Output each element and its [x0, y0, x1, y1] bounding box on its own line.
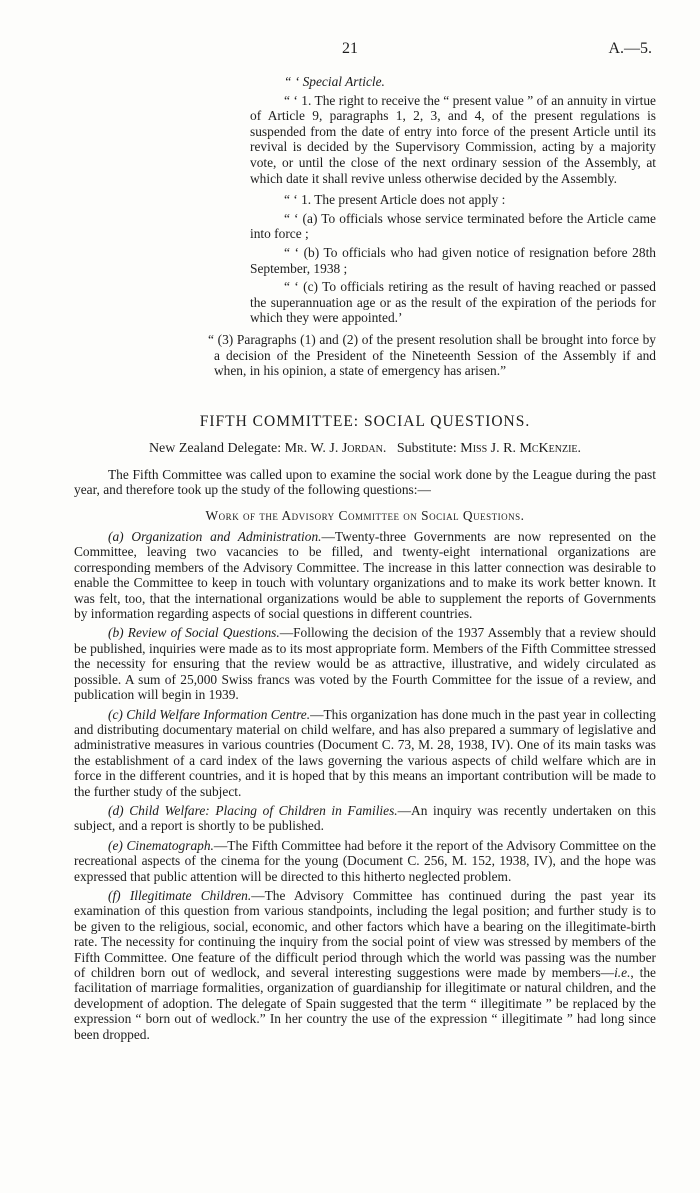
page-number: 21 [342, 40, 358, 57]
intro-paragraph: The Fifth Committee was called upon to examine the social work done by the League during the past year, and therefore took up the study of the following questions:— [74, 466, 656, 498]
quote-paragraph-1: “ ‘ 1. The right to receive the “ present value ” of an annuity in virtue of Article 9, paragraphs 1, 2, 3, and 4, of the present regulations is suspended from the date of entry into force of the present Article until its revival is decided by the Supervisory Commission, acting by a majority vote, or until the close of the next ordinary session of the Assembly, at which date it shall revive unless otherwise decided by the Assembly. [250, 92, 656, 186]
delegate-name: Mr. W. J. Jordan. [284, 441, 387, 457]
delegates-line [74, 441, 656, 456]
quoted-resolution [208, 74, 656, 385]
paragraph-f-title: (f) Illegitimate Children. [108, 887, 252, 903]
fifth-committee-section [74, 414, 656, 1046]
quote-item-a: “ ‘ (a) To officials whose service terminated before the Article came into force ; [250, 210, 656, 242]
paragraph-c-title: (c) Child Welfare Information Centre. [108, 706, 311, 722]
paragraph-d: (d) Child Welfare: Placing of Children in Families.—An inquiry was recently undertaken on this subject, and a report is shortly to be published. [74, 802, 656, 834]
paragraph-e-title: (e) Cinematograph. [108, 837, 214, 853]
paragraph-a: (a) Organization and Administration.—Twenty-three Governments are now represented on the Committee, leaving two vacancies to be filled, and twenty-eight international organizations are corresponding members of the Advisory Committee. The increase in this latter connection was desirable to enable the Committee to keep in touch with voluntary organizations and to make its work better known. It was felt, too, that the international organizations would be able to supplement the reports of Governments by information regarding aspects of social questions in different countries. [74, 529, 656, 622]
substitute-name: Miss J. R. McKenzie. [460, 441, 582, 457]
special-article-title: “ ‘ Special Article. [284, 74, 385, 89]
quote-paragraph-2: “ ‘ 1. The present Article does not apply : [284, 192, 506, 208]
substitute-label: Substitute: [396, 441, 457, 457]
section-heading: FIFTH COMMITTEE: SOCIAL QUESTIONS. [199, 413, 531, 430]
delegate-label: New Zealand Delegate: [148, 441, 282, 457]
quote-item-b: “ ‘ (b) To officials who had given notice of resignation before 28th September, 1938 ; [250, 244, 656, 276]
paragraph-d-title: (d) Child Welfare: Placing of Children in Families. [108, 802, 398, 818]
paragraph-c: (c) Child Welfare Information Centre.—This organization has done much in the past year in collecting and distributing documentary material on child welfare, and has also prepared a summary of legislative and administrative measures in various countries (Document C. 73, M. 28, 1938, IV). One of its main tasks was the establishment of a card index of the laws governing the various aspects of child welfare which are in force in the different countries, and it is hoped that by this means an important contribution will be made to the further study of the subject. [74, 706, 657, 799]
paragraph-b-title: (b) Review of Social Questions. [108, 625, 280, 641]
paragraph-b: (b) Review of Social Questions.—Following the decision of the 1937 Assembly that a review should be published, inquiries were made as to its most appropriate form. Members of the Fifth Committee stressed the necessity for ensuring that the review would be as attractive, illustrative, and widely circulated as possible. A sum of 25,000 Swiss francs was voted by the Fourth Committee for the issue of a review, and publication will begin in 1939. [74, 625, 656, 703]
document-reference: A.—5. [608, 40, 652, 57]
paragraph-a-title: (a) Organization and Administration. [108, 529, 322, 545]
quote-paragraph-3: “ (3) Paragraphs (1) and (2) of the present resolution shall be brought into force by a decision of the President of the Nineteenth Session of the Assembly if and when, in his opinion, a state of emergency has arisen.” [208, 331, 656, 379]
paragraph-f: (f) Illegitimate Children.—The Advisory Committee has continued during the past year its examination of this question from various standpoints, including the legal position; and further study is to be given to the religious, social, economic, and other factors which have a bearing on the illegitimate-birth rate. The necessity for continuing the inquiry from the social point of view was stressed by members of the Fifth Committee. One feature of the difficult period through which the world was passing was the number of children born out of wedlock, and several interesting suggestions were made by members—i.e., the facilitation of marriage formalities, organization of guardianship for illegitimate or natural children, and the development of adoption. The delegate of Spain suggested that the term “ illegitimate ” be replaced by the expression “ born out of wedlock.” In her country the use of the expression “ illegitimate ” had long since been dropped. [74, 887, 657, 1042]
subsection-heading: Work of the Advisory Committee on Social Questions. [205, 507, 525, 523]
quote-item-c: “ ‘ (c) To officials retiring as the result of having reached or passed the superannuation age or as the result of the expiration of the periods for which they were appointed.’ [250, 279, 656, 326]
paragraph-e: (e) Cinematograph.—The Fifth Committee had before it the report of the Advisory Committee on the recreational aspects of the cinema for the young (Document C. 256, M. 152, 1938, IV), and the hope was expressed that public attention will be directed to this hitherto neglected problem. [74, 837, 656, 884]
